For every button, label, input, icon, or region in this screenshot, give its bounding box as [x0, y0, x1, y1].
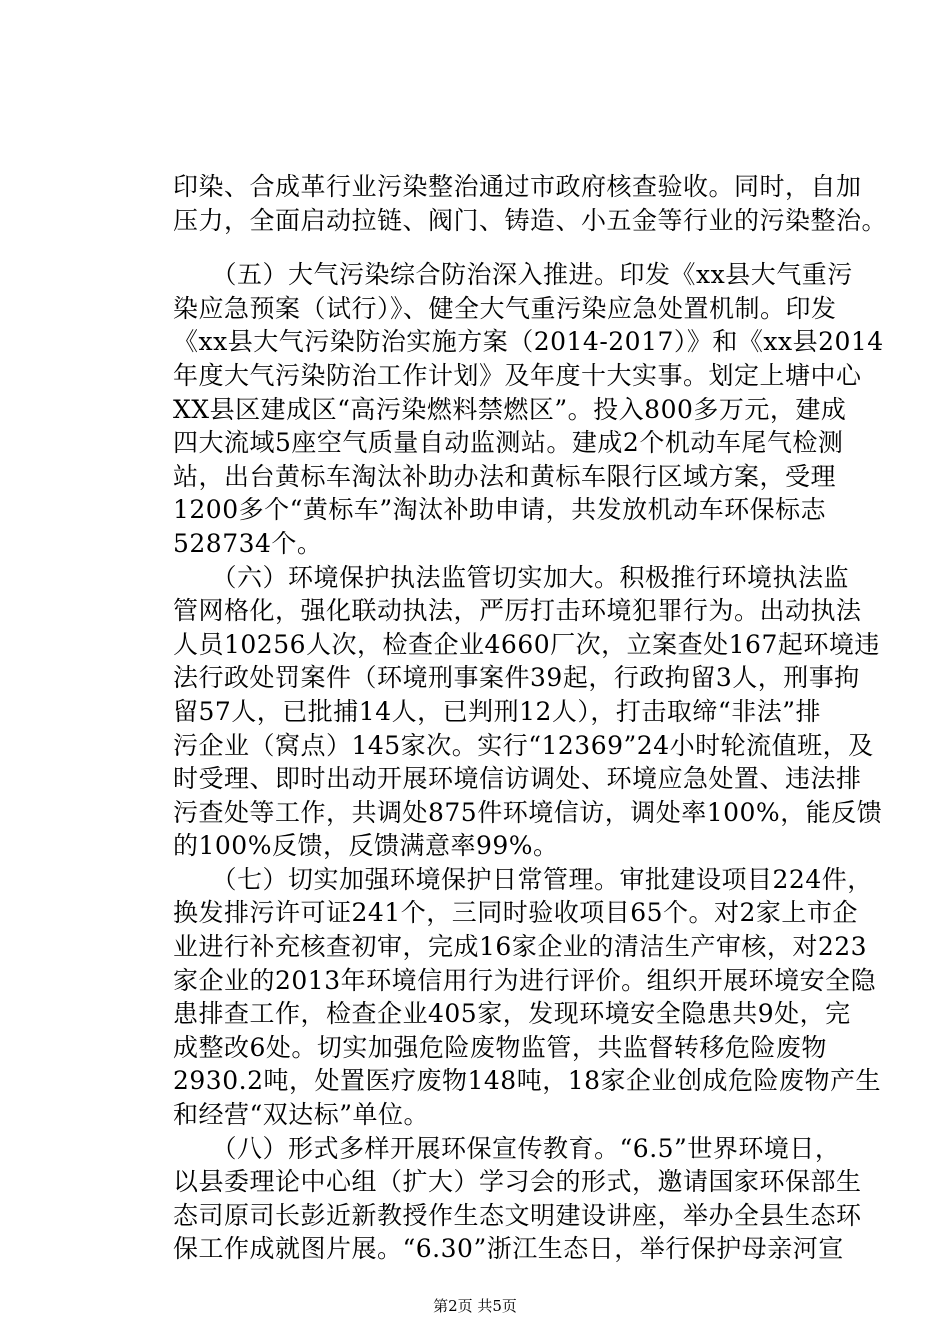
text-line: 保工作成就图片展。“6.30”浙江生态日，举行保护母亲河宣 — [173, 1234, 844, 1264]
text-line: 以县委理论中心组（扩大）学习会的形式，邀请国家环保部生 — [173, 1167, 862, 1197]
text-line: 站，出台黄标车淘汰补助办法和黄标车限行区域方案，受理 — [173, 461, 837, 491]
text-line: 染应急预案（试行）》、健全大气重污染应急处置机制。印发 — [173, 293, 837, 323]
text-line: 528734个。 — [173, 528, 323, 558]
text-line: 的100%反馈，反馈满意率99%。 — [173, 831, 559, 861]
text-line: 四大流域5座空气质量自动监测站。建成2个机动车尾气检测 — [173, 428, 844, 458]
text-line: 印染、合成革行业污染整治通过市政府核查验收。同时，自加 — [173, 172, 862, 201]
text-line: （八）形式多样开展环保宣传教育。“6.5”世界环境日， — [173, 1133, 841, 1163]
text-line: 污查处等工作，共调处875件环境信访，调处率100%，能反馈 — [173, 797, 883, 827]
text-line: （七）切实加强环境保护日常管理。审批建设项目224件， — [173, 864, 873, 894]
text-line: 时受理、即时出动开展环境信访调处、环境应急处置、违法排 — [173, 764, 862, 794]
text-line: 患排查工作，检查企业405家，发现环境安全隐患共9处，完 — [173, 999, 851, 1029]
text-line: 法行政处罚案件（环境刑事案件39起，行政拘留3人，刑事拘 — [173, 663, 860, 693]
text-line: 年度大气污染防治工作计划》及年度十大实事。划定上塘中心 — [173, 360, 862, 390]
body-text — [173, 170, 888, 1266]
text-line: 和经营“双达标”单位。 — [173, 1100, 430, 1130]
text-line: 压力，全面启动拉链、阀门、铸造、小五金等行业的污染整治。 — [173, 205, 888, 235]
text-line: 污企业（窝点）145家次。实行“12369”24小时轮流值班，及 — [173, 730, 874, 760]
text-line: 留57人，已批捕14人，已判刑12人），打击取缔“非法”排 — [173, 696, 821, 726]
text-line: XX县区建成区“高污染燃料禁燃区”。投入800多万元，建成 — [173, 394, 847, 424]
text-line: 《xx县大气污染防治实施方案（2014-2017）》和《xx县2014 — [173, 327, 884, 357]
text-line: 人员10256人次，检查企业4660厂次，立案查处167起环境违 — [173, 629, 880, 659]
text-line: （六）环境保护执法监管切实加大。积极推行环境执法监 — [173, 562, 850, 592]
paragraph-gap — [173, 237, 859, 258]
text-line: 态司原司长彭近新教授作生态文明建设讲座，举办全县生态环 — [173, 1200, 862, 1230]
text-line: 2930.2吨，处置医疗废物148吨，18家企业创成危险废物产生 — [173, 1066, 882, 1096]
text-line: 换发排污许可证241个，三同时验收项目65个。对2家上市企 — [173, 898, 858, 928]
text-line: 家企业的2013年环境信用行为进行评价。组织开展环境安全隐 — [173, 965, 877, 995]
text-line: 业进行补充核查初审，完成16家企业的清洁生产审核，对223 — [173, 932, 868, 962]
page-footer: 第2页 共5页 — [433, 1297, 517, 1315]
text-line: 管网格化，强化联动执法，严厉打击环境犯罪行为。出动执法 — [173, 596, 862, 626]
text-line: （五）大气污染综合防治深入推进。印发《xx县大气重污 — [173, 260, 853, 290]
text-line: 1200多个“黄标车”淘汰补助申请，共发放机动车环保标志 — [173, 495, 827, 525]
text-line: 成整改6处。切实加强危险废物监管，共监督转移危险废物 — [173, 1032, 827, 1062]
